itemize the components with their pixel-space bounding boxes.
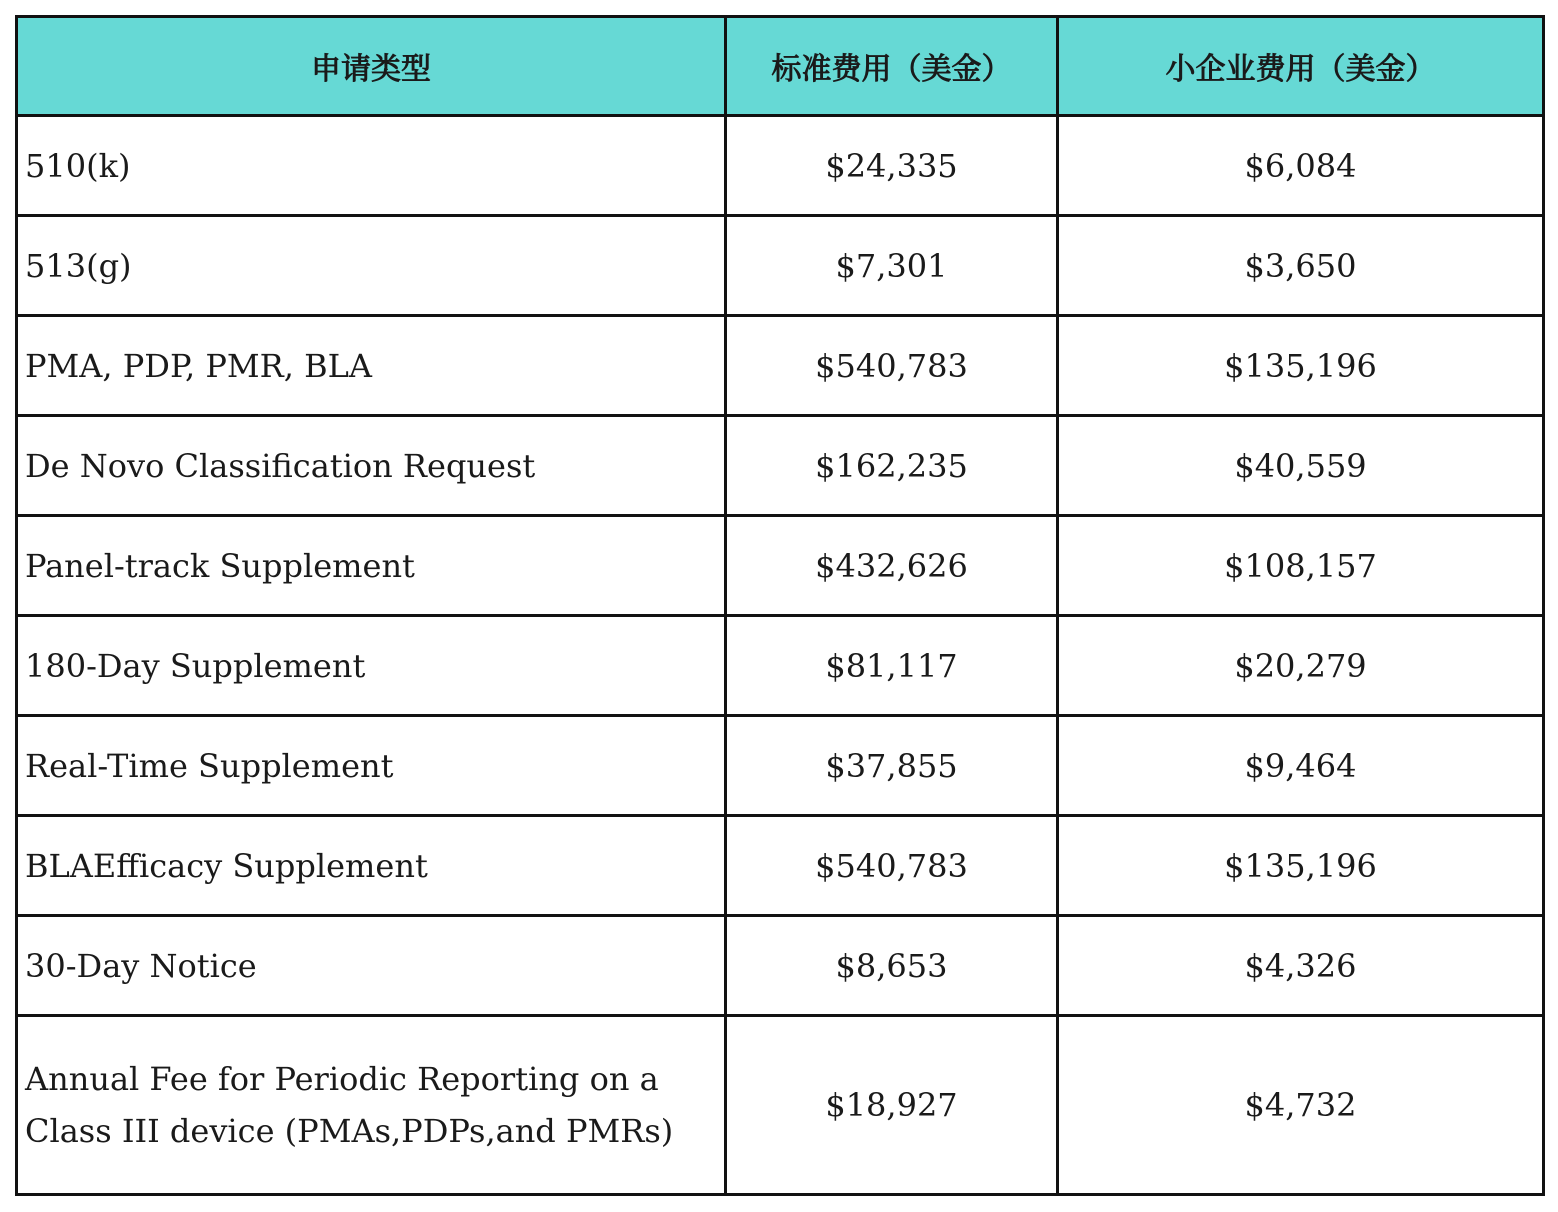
small-business-fee-cell: $6,084 — [1058, 116, 1544, 216]
standard-fee-cell: $18,927 — [726, 1016, 1058, 1195]
small-business-fee-cell: $3,650 — [1058, 216, 1544, 316]
header-application-type: 申请类型 — [17, 17, 726, 116]
table-row — [17, 816, 1544, 916]
standard-fee-cell: $7,301 — [726, 216, 1058, 316]
small-business-fee-cell: $20,279 — [1058, 616, 1544, 716]
application-type-cell: Annual Fee for Periodic Reporting on a Class III device (PMAs,PDPs,and PMRs) — [17, 1016, 726, 1195]
standard-fee-cell: $24,335 — [726, 116, 1058, 216]
header-standard-fee: 标准费用（美金） — [726, 17, 1058, 116]
standard-fee-cell: $432,626 — [726, 516, 1058, 616]
header-small-business-fee: 小企业费用（美金） — [1058, 17, 1544, 116]
application-type-cell: BLAEfficacy Supplement — [17, 816, 726, 916]
table-row — [17, 216, 1544, 316]
table-row — [17, 916, 1544, 1016]
standard-fee-cell: $540,783 — [726, 816, 1058, 916]
small-business-fee-cell: $4,732 — [1058, 1016, 1544, 1195]
table-row — [17, 416, 1544, 516]
table-row — [17, 316, 1544, 416]
standard-fee-cell: $37,855 — [726, 716, 1058, 816]
application-type-cell: 513(g) — [17, 216, 726, 316]
application-type-cell: Real-Time Supplement — [17, 716, 726, 816]
application-type-cell: PMA, PDP, PMR, BLA — [17, 316, 726, 416]
table-row — [17, 116, 1544, 216]
standard-fee-cell: $162,235 — [726, 416, 1058, 516]
application-type-cell: 180-Day Supplement — [17, 616, 726, 716]
small-business-fee-cell: $9,464 — [1058, 716, 1544, 816]
small-business-fee-cell: $135,196 — [1058, 316, 1544, 416]
small-business-fee-cell: $108,157 — [1058, 516, 1544, 616]
standard-fee-cell: $81,117 — [726, 616, 1058, 716]
table-row — [17, 516, 1544, 616]
application-type-cell: 510(k) — [17, 116, 726, 216]
header-row — [17, 17, 1544, 116]
small-business-fee-cell: $4,326 — [1058, 916, 1544, 1016]
standard-fee-cell: $540,783 — [726, 316, 1058, 416]
small-business-fee-cell: $135,196 — [1058, 816, 1544, 916]
application-type-cell: De Novo Classification Request — [17, 416, 726, 516]
application-type-cell: 30-Day Notice — [17, 916, 726, 1016]
application-type-cell: Panel-track Supplement — [17, 516, 726, 616]
standard-fee-cell: $8,653 — [726, 916, 1058, 1016]
small-business-fee-cell: $40,559 — [1058, 416, 1544, 516]
table-row — [17, 616, 1544, 716]
fee-table — [15, 15, 1545, 1196]
table-row — [17, 716, 1544, 816]
table-row — [17, 1016, 1544, 1195]
